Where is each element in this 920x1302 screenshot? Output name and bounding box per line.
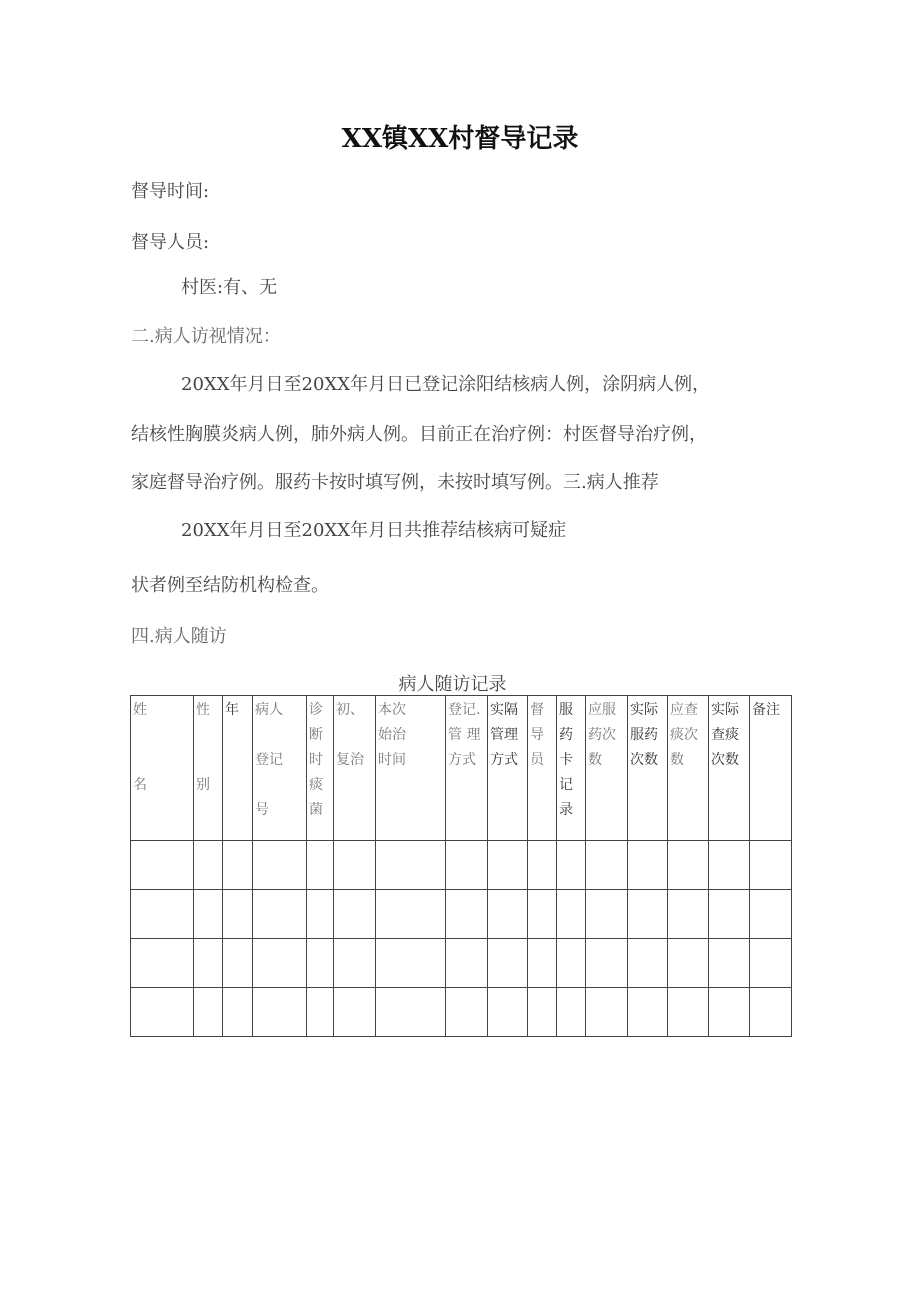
table-cell xyxy=(528,841,557,890)
table-cell xyxy=(528,890,557,939)
table-row xyxy=(131,890,792,939)
table-cell xyxy=(253,988,307,1037)
table-cell xyxy=(446,841,488,890)
section-2-heading: 二.病人访视情况： xyxy=(131,326,281,347)
header-initial-retreat: 初、 复治 xyxy=(334,696,376,841)
supervisors-label: 督导人员: xyxy=(131,232,210,253)
follow-up-table xyxy=(130,695,792,1037)
table-cell xyxy=(253,841,307,890)
table-cell xyxy=(131,988,194,1037)
table-row xyxy=(131,988,792,1037)
paragraph-1-line-1: 20XX年月日至20XX年月日已登记涂阳结核病人例，涂阴病人例， xyxy=(181,374,711,395)
header-name: 姓 名 xyxy=(131,696,194,841)
table-cell xyxy=(253,890,307,939)
table-cell xyxy=(709,939,750,988)
table-cell xyxy=(334,890,376,939)
table-cell xyxy=(223,939,253,988)
table-cell xyxy=(528,939,557,988)
table-cell xyxy=(376,890,446,939)
header-age: 年 xyxy=(223,696,253,841)
table-cell xyxy=(223,988,253,1037)
table-cell xyxy=(750,939,792,988)
header-remarks: 备注 xyxy=(750,696,792,841)
table-cell xyxy=(488,988,528,1037)
table-cell xyxy=(557,988,586,1037)
page-title: XX镇XX村督导记录 xyxy=(341,124,579,154)
table-title: 病人随访记录 xyxy=(398,674,507,695)
table-cell xyxy=(709,988,750,1037)
table-cell xyxy=(586,890,628,939)
header-treatment-start: 本次 始治 时间 xyxy=(376,696,446,841)
table-cell xyxy=(628,939,668,988)
table-cell xyxy=(446,890,488,939)
supervise-time-label: 督导时间: xyxy=(131,181,210,202)
table-cell xyxy=(223,890,253,939)
header-expected-doses: 应服 药次 数 xyxy=(586,696,628,841)
village-doctor-label: 村医:有、无 xyxy=(181,277,278,298)
table-cell xyxy=(307,841,334,890)
table-cell xyxy=(223,841,253,890)
table-cell xyxy=(131,841,194,890)
table-cell xyxy=(488,841,528,890)
paragraph-1-line-3: 家庭督导治疗例。服药卡按时填写例，未按时填写例。三.病人推荐 xyxy=(131,472,659,493)
table-cell xyxy=(668,841,709,890)
header-supervisor: 督 导 员 xyxy=(528,696,557,841)
header-diagnosis-sputum: 诊 断 时 痰 菌 xyxy=(307,696,334,841)
table-cell xyxy=(709,890,750,939)
table-cell xyxy=(307,890,334,939)
paragraph-2-line-1: 20XX年月日至20XX年月日共推荐结核病可疑症 xyxy=(181,520,567,541)
header-actual-mgmt: 实隔 管理 方式 xyxy=(488,696,528,841)
header-registration-no: 病人 登记 号 xyxy=(253,696,307,841)
table-cell xyxy=(194,988,223,1037)
table-cell xyxy=(334,988,376,1037)
table-cell xyxy=(557,890,586,939)
table-cell xyxy=(709,841,750,890)
paragraph-2-line-2: 状者例至结防机构检查。 xyxy=(131,575,329,596)
table-body xyxy=(131,841,792,1037)
table-cell xyxy=(446,988,488,1037)
table-cell xyxy=(586,988,628,1037)
header-registered-mgmt: 登记. 管 理 方式 xyxy=(446,696,488,841)
table-cell xyxy=(194,890,223,939)
table-cell xyxy=(334,841,376,890)
table-cell xyxy=(557,841,586,890)
table-cell xyxy=(194,939,223,988)
table-cell xyxy=(668,939,709,988)
table-row xyxy=(131,939,792,988)
table-cell xyxy=(334,939,376,988)
table-cell xyxy=(750,988,792,1037)
table-cell xyxy=(307,988,334,1037)
table-cell xyxy=(628,890,668,939)
table-cell xyxy=(750,890,792,939)
table-cell xyxy=(557,939,586,988)
header-actual-doses: 实际 服药 次数 xyxy=(628,696,668,841)
table-cell xyxy=(668,890,709,939)
table-cell xyxy=(628,841,668,890)
paragraph-1-line-2: 结核性胸膜炎病人例，肺外病人例。目前正在治疗例：村医督导治疗例， xyxy=(131,424,707,445)
table-cell xyxy=(194,841,223,890)
table-cell xyxy=(307,939,334,988)
header-sex: 性 别 xyxy=(194,696,223,841)
table-cell xyxy=(131,890,194,939)
table-cell xyxy=(668,988,709,1037)
table-cell xyxy=(376,841,446,890)
table-cell xyxy=(586,841,628,890)
table-cell xyxy=(750,841,792,890)
table-cell xyxy=(488,939,528,988)
table-cell xyxy=(528,988,557,1037)
table-cell xyxy=(376,939,446,988)
section-4-heading: 四.病人随访 xyxy=(131,626,227,647)
header-med-card: 服 药 卡 记 录 xyxy=(557,696,586,841)
table-cell xyxy=(131,939,194,988)
table-cell xyxy=(376,988,446,1037)
table-cell xyxy=(253,939,307,988)
table-cell xyxy=(628,988,668,1037)
header-expected-sputum: 应查 痰次 数 xyxy=(668,696,709,841)
table-row xyxy=(131,841,792,890)
table-header-row xyxy=(131,696,792,841)
table-cell xyxy=(446,939,488,988)
table-cell xyxy=(488,890,528,939)
table-cell xyxy=(586,939,628,988)
header-actual-sputum: 实际 查痰 次数 xyxy=(709,696,750,841)
